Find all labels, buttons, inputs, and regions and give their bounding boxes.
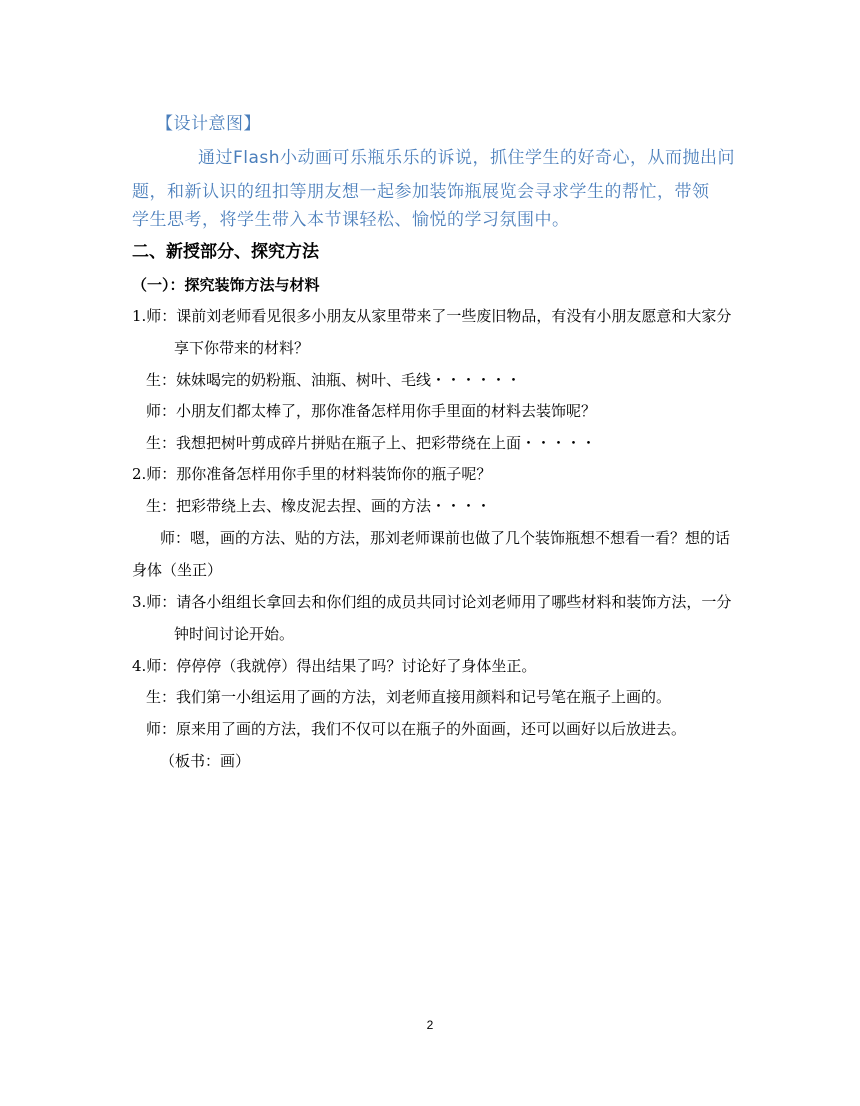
section-heading: 二、新授部分、探究方法	[132, 242, 319, 262]
dialogue-line: 享下你带来的材料？	[174, 339, 310, 357]
design-intent-line-2: 题，和新认识的纽扣等朋友想一起参加装饰瓶展览会寻求学生的帮忙，带领	[132, 182, 710, 202]
dialogue-line: 身体（坐正）	[132, 561, 223, 579]
design-intent-title: 【设计意图】	[156, 114, 261, 134]
dialogue-line: 钟时间讨论开始。	[174, 625, 295, 643]
design-intent-line-1: 通过Flash小动画可乐瓶乐乐的诉说，抓住学生的好奇心，从而抛出问	[198, 148, 736, 168]
dialogue-line: 4.师：停停停（我就停）得出结果了吗？讨论好了身体坐正。	[132, 657, 537, 675]
dialogue-line: 生：我想把树叶剪成碎片拼贴在瓶子上、把彩带绕在上面・・・・・	[146, 434, 597, 452]
dialogue-line: 1.师：课前刘老师看见很多小朋友从家里带来了一些废旧物品，有没有小朋友愿意和大家分	[132, 307, 732, 325]
dialogue-line: 生：把彩带绕上去、橡皮泥去捏、画的方法・・・・	[146, 497, 492, 515]
design-intent-line-3: 学生思考，将学生带入本节课轻松、愉悦的学习氛围中。	[132, 210, 570, 230]
dialogue-line: 师：原来用了画的方法，我们不仅可以在瓶子的外面画，还可以画好以后放进去。	[146, 720, 687, 738]
section-subheading: （一）：探究装饰方法与材料	[132, 276, 320, 294]
page-number: 2	[426, 1018, 434, 1032]
dialogue-line: 3.师：请各小组组长拿回去和你们组的成员共同讨论刘老师用了哪些材料和装饰方法，一分	[132, 593, 732, 611]
dialogue-line: 师：小朋友们都太棒了，那你准备怎样用你手里面的材料去装饰呢？	[146, 402, 597, 420]
dialogue-line: 生：我们第一小组运用了画的方法，刘老师直接用颜料和记号笔在瓶子上画的。	[146, 688, 672, 706]
dialogue-line: （板书：画）	[160, 752, 251, 770]
dialogue-line: 2.师：那你准备怎样用你手里的材料装饰你的瓶子呢？	[132, 465, 492, 483]
dialogue-line: 师：嗯，画的方法、贴的方法，那刘老师课前也做了几个装饰瓶想不想看一看？想的话	[160, 529, 731, 547]
dialogue-line: 生：妹妹喝完的奶粉瓶、油瓶、树叶、毛线・・・・・・	[146, 371, 522, 389]
